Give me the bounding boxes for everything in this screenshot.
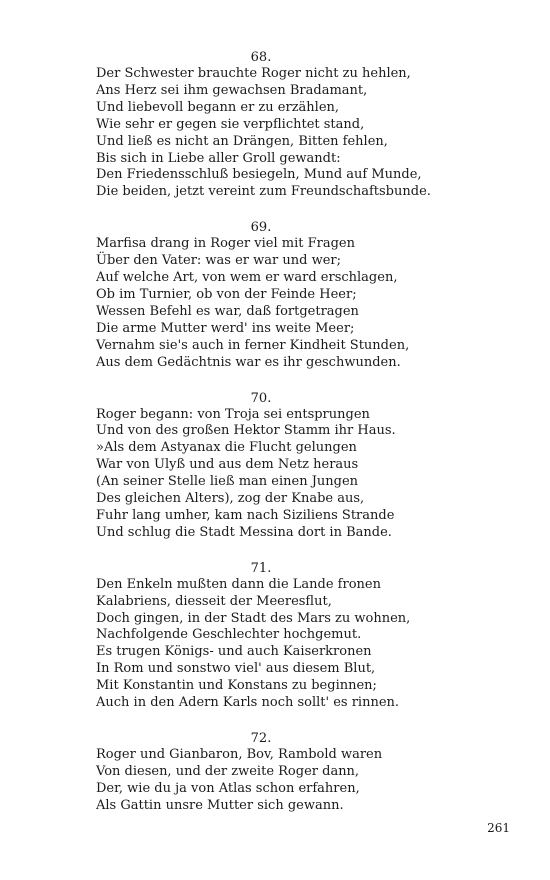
verse-line: Roger begann: von Troja sei entsprungen <box>96 406 370 422</box>
verse-line: Nachfolgende Geschlechter hochgemut. <box>96 627 362 643</box>
verse-line: Der, wie du ja von Atlas schon erfahren, <box>96 780 360 796</box>
stanza-70 <box>96 390 426 542</box>
verse-line: (An seiner Stelle ließ man einen Jungen <box>96 474 359 490</box>
verse-line: Den Enkeln mußten dann die Lande fronen <box>96 576 381 592</box>
verse-line: Ans Herz sei ihm gewachsen Bradamant, <box>96 82 368 98</box>
verse-line: Den Friedensschluß besiegeln, Mund auf Munde, <box>96 167 422 183</box>
verse-line: Und liebevoll begann er zu erzählen, <box>96 99 340 115</box>
stanza-number: 71. <box>250 560 272 576</box>
verse-line: Auch in den Adern Karls noch sollt' es rinnen. <box>96 695 400 711</box>
page-number: 261 <box>487 821 510 835</box>
verse-line: Mit Konstantin und Konstans zu beginnen; <box>96 678 377 694</box>
stanza-number: 70. <box>250 390 272 406</box>
verse-line: Bis sich in Liebe aller Groll gewandt: <box>96 150 341 166</box>
verse-line: Aus dem Gedächtnis war es ihr geschwunden. <box>96 354 401 370</box>
verse-line: Marfisa drang in Roger viel mit Fragen <box>96 236 355 252</box>
verse-line: War von Ulyß und aus dem Netz heraus <box>96 457 359 473</box>
verse-line: Der Schwester brauchte Roger nicht zu hehlen, <box>96 66 411 81</box>
poem-text <box>96 49 431 833</box>
verse-line: Doch gingen, in der Stadt des Mars zu wohnen, <box>96 610 411 626</box>
verse-line: Wie sehr er gegen sie verpflichtet stand, <box>96 116 365 132</box>
stanza-69 <box>96 219 426 371</box>
verse-line: Über den Vater: was er war und wer; <box>96 253 341 269</box>
verse-line: Und von des großen Hektor Stamm ihr Haus. <box>96 423 396 439</box>
verse-line: In Rom und sonstwo viel' aus diesem Blut, <box>96 661 376 677</box>
verse-line: Als Gattin unsre Mutter sich gewann. <box>96 797 344 813</box>
stanza-71 <box>96 560 426 712</box>
verse-line: Des gleichen Alters), zog der Knabe aus, <box>96 491 365 507</box>
stanza-number: 72. <box>250 731 272 746</box>
verse-line: »Als dem Astyanax die Flucht gelungen <box>96 440 357 456</box>
stanza-number: 68. <box>250 50 272 65</box>
stanza-number: 69. <box>250 220 272 236</box>
verse-line: Wessen Befehl es war, daß fortgetragen <box>96 303 359 319</box>
stanza-72 <box>96 730 426 815</box>
verse-line: Und schlug die Stadt Messina dort in Bande. <box>96 524 392 540</box>
verse-line: Von diesen, und der zweite Roger dann, <box>96 763 360 779</box>
verse-line: Auf welche Art, von wem er ward erschlagen, <box>96 270 398 286</box>
verse-line: Roger und Gianbaron, Bov, Rambold waren <box>96 747 383 762</box>
verse-line: Die arme Mutter werd' ins weite Meer; <box>96 320 355 336</box>
verse-line: Es trugen Königs- und auch Kaiserkronen <box>96 644 372 660</box>
verse-line: Die beiden, jetzt vereint zum Freundschaftsbunde. <box>96 184 431 200</box>
verse-line: Vernahm sie's auch in ferner Kindheit Stunden, <box>96 337 410 353</box>
verse-line: Und ließ es nicht an Drängen, Bitten fehlen, <box>96 133 388 149</box>
stanza-68 <box>96 49 431 201</box>
verse-line: Fuhr lang umher, kam nach Siziliens Strande <box>96 507 395 523</box>
verse-line: Kalabriens, diesseit der Meeresflut, <box>96 593 332 609</box>
verse-line: Ob im Turnier, ob von der Feinde Heer; <box>96 286 357 302</box>
